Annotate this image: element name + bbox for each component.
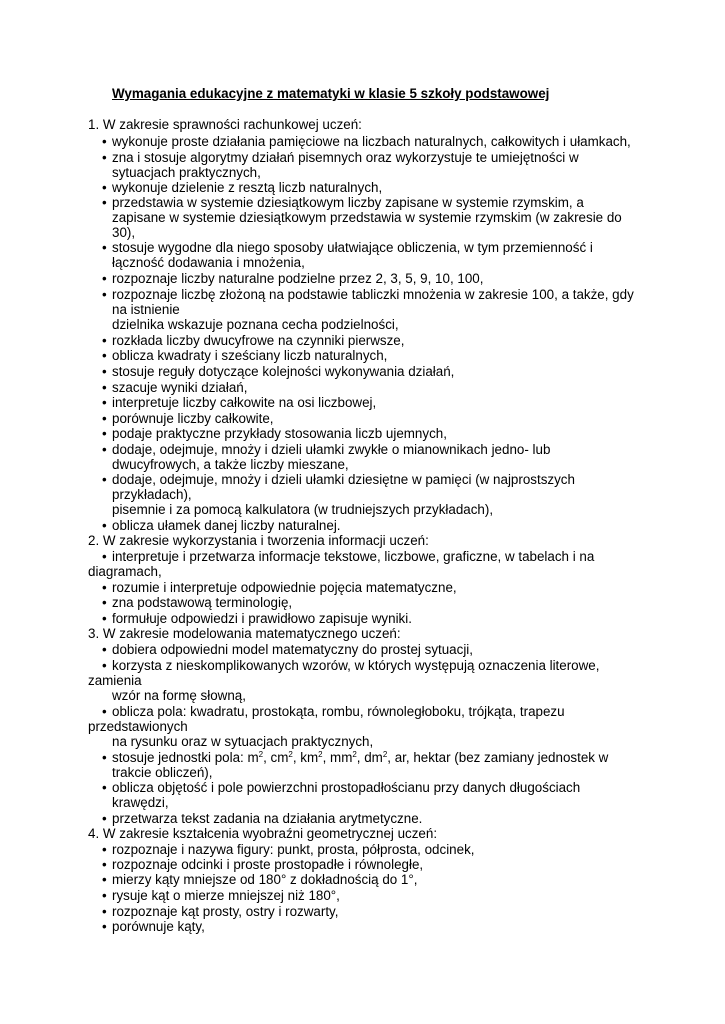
bullet: •	[102, 472, 107, 487]
list-item-continued: dzielnika wskazuje poznana cecha podzielności,	[112, 317, 399, 332]
section-heading-1: 1. W zakresie sprawności rachunkowej uczeń:	[88, 117, 362, 132]
list-item: wykonuje dzielenie z resztą liczb naturalnych,	[112, 180, 383, 195]
bullet: •	[102, 811, 107, 826]
list-item: rozpoznaje liczby naturalne podzielne przez 2, 3, 5, 9, 10, 100,	[112, 271, 484, 286]
units-text: , mm	[322, 750, 353, 765]
list-item: rozumie i interpretuje odpowiednie pojęcia matematyczne,	[112, 580, 457, 595]
list-item: stosuje wygodne dla niego sposoby ułatwiające obliczenia, w tym przemienność i	[112, 240, 593, 255]
list-item-continued: sytuacjach praktycznych,	[112, 165, 261, 180]
section-heading-3: 3. W zakresie modelowania matematycznego uczeń:	[88, 626, 401, 641]
bullet: •	[102, 580, 107, 595]
list-item-continued: na istnienie	[112, 302, 180, 317]
list-item: porównuje liczby całkowite,	[112, 411, 274, 426]
list-item: korzysta z nieskomplikowanych wzorów, w których występują oznaczenia literowe,	[112, 658, 600, 673]
list-item-continued: dwucyfrowych, a także liczby mieszane,	[112, 457, 349, 472]
list-item: interpretuje i przetwarza informacje tekstowe, liczbowe, graficzne, w tabelach i na	[112, 549, 595, 564]
list-item: rysuje kąt o mierze mniejszej niż 180°,	[112, 888, 340, 903]
bullet: •	[102, 271, 107, 286]
list-item: porównuje kąty,	[112, 919, 205, 934]
bullet: •	[102, 287, 107, 302]
units-text: , dm	[356, 750, 383, 765]
list-item: zna podstawową terminologię,	[112, 595, 293, 610]
bullet: •	[102, 364, 107, 379]
units-text: , cm	[263, 750, 289, 765]
list-item-continued: pisemnie i za pomocą kalkulatora (w trudniejszych przykładach),	[112, 502, 494, 517]
bullet: •	[102, 426, 107, 441]
bullet: •	[102, 518, 107, 533]
bullet: •	[102, 658, 107, 673]
list-item: oblicza ułamek danej liczby naturalnej.	[112, 518, 341, 533]
list-item: interpretuje liczby całkowite na osi liczbowej,	[112, 395, 377, 410]
bullet: •	[102, 240, 107, 255]
units-superscript: 2	[258, 750, 264, 759]
list-item: rozkłada liczby dwucyfrowe na czynniki pierwsze,	[112, 333, 405, 348]
document-title: Wymagania edukacyjne z matematyki w klasie 5 szkoły podstawowej	[112, 86, 550, 101]
bullet: •	[102, 842, 107, 857]
list-item: przedstawia w systemie dziesiątkowym liczby zapisane w systemie rzymskim, a	[112, 195, 584, 210]
bullet: •	[102, 411, 107, 426]
bullet: •	[102, 380, 107, 395]
bullet: •	[102, 442, 107, 457]
bullet: •	[102, 595, 107, 610]
list-item: zna i stosuje algorytmy działań pisemnych oraz wykorzystuje te umiejętności w	[112, 150, 579, 165]
bullet: •	[102, 872, 107, 887]
bullet: •	[102, 780, 107, 795]
units-text: stosuje jednostki pola: m	[112, 750, 259, 765]
list-item-continued: łączność dodawania i mnożenia,	[112, 255, 305, 270]
list-item: oblicza kwadraty i sześciany liczb naturalnych,	[112, 348, 388, 363]
list-item: wykonuje proste działania pamięciowe na liczbach naturalnych, całkowitych i ułamkach,	[112, 134, 631, 149]
units-superscript: 2	[382, 750, 388, 759]
list-item-continued: diagramach,	[88, 564, 162, 579]
list-item: oblicza objętość i pole powierzchni prostopadłościanu przy danych długościach	[112, 780, 581, 795]
list-item: mierzy kąty mniejsze od 180° z dokładnością do 1°,	[112, 872, 418, 887]
list-item: rozpoznaje kąt prosty, ostry i rozwarty,	[112, 904, 339, 919]
bullet: •	[102, 395, 107, 410]
list-item: formułuje odpowiedzi i prawidłowo zapisuje wyniki.	[112, 611, 412, 626]
bullet: •	[102, 134, 107, 149]
bullet: •	[102, 549, 107, 564]
list-item: dodaje, odejmuje, mnoży i dzieli ułamki dziesiętne w pamięci (w najprostszych	[112, 472, 575, 487]
bullet: •	[102, 857, 107, 872]
units-text: , km	[292, 750, 319, 765]
bullet: •	[102, 348, 107, 363]
bullet: •	[102, 611, 107, 626]
list-item-continued: przykładach),	[112, 487, 192, 502]
list-item: podaje praktyczne przykłady stosowania liczb ujemnych,	[112, 426, 447, 441]
list-item-continued: zamienia	[88, 673, 142, 688]
list-item-continued: krawędzi,	[112, 795, 169, 810]
section-heading-4: 4. W zakresie kształcenia wyobraźni geometrycznej uczeń:	[88, 826, 438, 841]
list-item: oblicza pola: kwadratu, prostokąta, rombu, równoległoboku, trójkąta, trapezu	[112, 704, 565, 719]
list-item-continued: 30),	[112, 225, 136, 240]
units-text: , ar, hektar (bez zamiany jednostek w	[387, 750, 609, 765]
list-item: przetwarza tekst zadania na działania arytmetyczne.	[112, 811, 423, 826]
bullet: •	[102, 333, 107, 348]
list-item: rozpoznaje liczbę złożoną na podstawie tabliczki mnożenia w zakresie 100, a także, gdy	[112, 287, 634, 302]
list-item: rozpoznaje odcinki i proste prostopadłe i równoległe,	[112, 857, 424, 872]
bullet: •	[102, 704, 107, 719]
units-superscript: 2	[318, 750, 323, 759]
bullet: •	[102, 919, 107, 934]
list-item: dobiera odpowiedni model matematyczny do prostej sytuacji,	[112, 642, 473, 657]
section-heading-2: 2. W zakresie wykorzystania i tworzenia informacji uczeń:	[88, 533, 429, 548]
bullet: •	[102, 195, 107, 210]
list-item-continued: wzór na formę słowną,	[112, 688, 246, 703]
list-item-continued: zapisane w systemie dziesiątkowym przedstawia w systemie rzymskim (w zakresie do	[112, 210, 622, 225]
list-item-units	[112, 750, 608, 765]
list-item: szacuje wyniki działań,	[112, 380, 248, 395]
list-item-continued: przedstawionych	[88, 719, 188, 734]
bullet: •	[102, 888, 107, 903]
list-item-continued: na rysunku oraz w sytuacjach praktycznych,	[112, 734, 374, 749]
bullet: •	[102, 180, 107, 195]
list-item: stosuje reguły dotyczące kolejności wykonywania działań,	[112, 364, 455, 379]
list-item: dodaje, odejmuje, mnoży i dzieli ułamki zwykłe o mianownikach jedno- lub	[112, 442, 551, 457]
bullet: •	[102, 750, 107, 765]
list-item-continued: trakcie obliczeń),	[112, 765, 213, 780]
list-item: rozpoznaje i nazywa figury: punkt, prosta, półprosta, odcinek,	[112, 842, 475, 857]
units-superscript: 2	[352, 750, 357, 759]
bullet: •	[102, 642, 107, 657]
bullet: •	[102, 904, 107, 919]
units-superscript: 2	[288, 750, 293, 759]
bullet: •	[102, 150, 107, 165]
